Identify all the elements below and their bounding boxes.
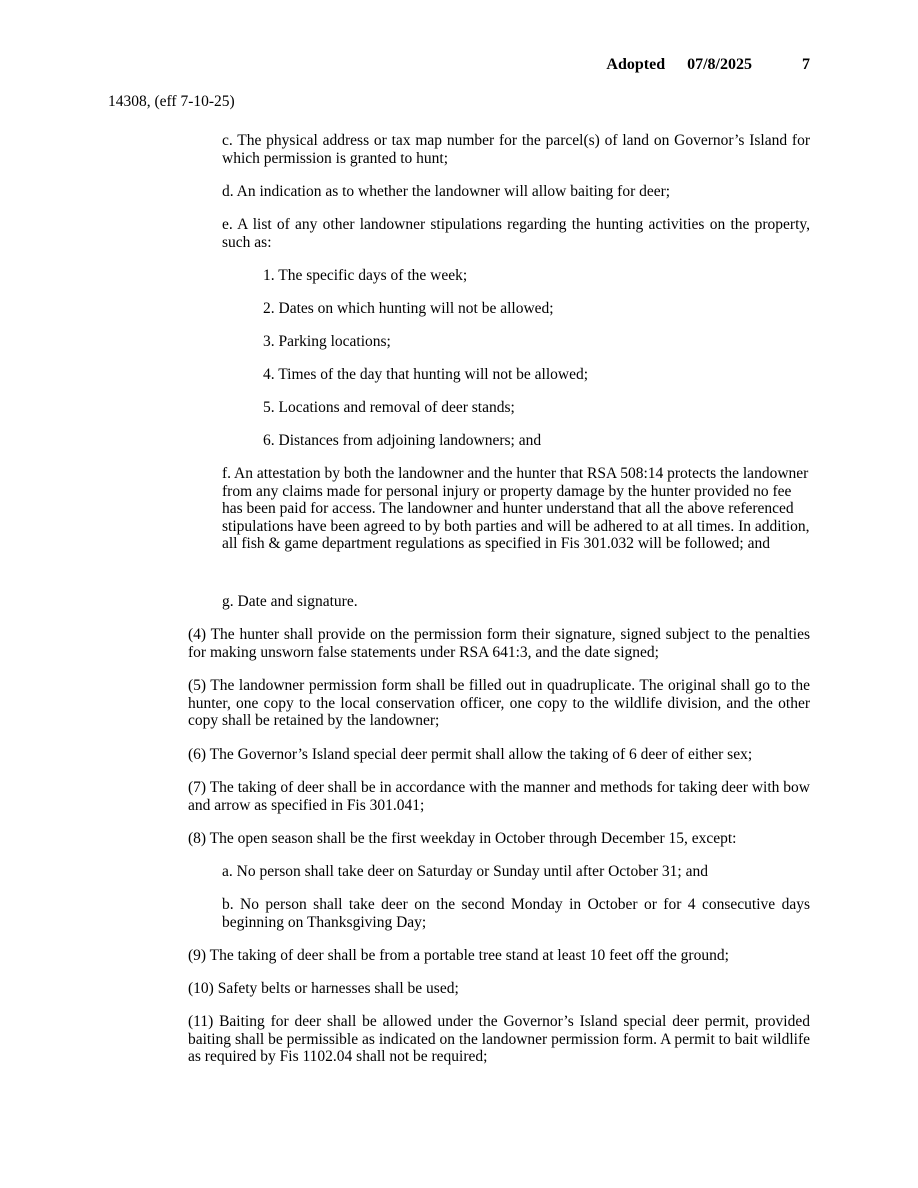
item-d: d. An indication as to whether the landowner will allow baiting for deer; xyxy=(222,183,671,200)
item-e-1: 1. The specific days of the week; xyxy=(263,267,468,284)
para-9: (9) The taking of deer shall be from a portable tree stand at least 10 feet off the ground; xyxy=(188,947,729,964)
item-e-2: 2. Dates on which hunting will not be allowed; xyxy=(263,300,554,317)
para-5: (5) The landowner permission form shall be filled out in quadruplicate. The original shall go to the hunter, one copy to the local conservation officer, one copy to the wildlife division, and the other copy shall be retained by the landowner; xyxy=(188,677,810,729)
para-8: (8) The open season shall be the first weekday in October through December 15, except: xyxy=(188,830,737,847)
para-11: (11) Baiting for deer shall be allowed under the Governor’s Island special deer permit, provided baiting shall be permissible as indicated on the landowner permission form. A permit to bait wildlife as required by Fis 1102.04 shall not be required; xyxy=(188,1013,810,1065)
para-10: (10) Safety belts or harnesses shall be used; xyxy=(188,980,459,997)
item-e-5: 5. Locations and removal of deer stands; xyxy=(263,399,515,416)
item-e-4: 4. Times of the day that hunting will not be allowed; xyxy=(263,366,589,383)
page-number: 7 xyxy=(802,56,810,73)
item-c: c. The physical address or tax map number for the parcel(s) of land on Governor’s Island for which permission is granted to hunt; xyxy=(222,132,810,167)
para-4: (4) The hunter shall provide on the permission form their signature, signed subject to the penalties for making unsworn false statements under RSA 641:3, and the date signed; xyxy=(188,626,810,661)
item-e: e. A list of any other landowner stipulations regarding the hunting activities on the property, such as: xyxy=(222,216,810,251)
para-6: (6) The Governor’s Island special deer permit shall allow the taking of 6 deer of either sex; xyxy=(188,746,753,763)
page-header xyxy=(606,56,810,74)
item-g: g. Date and signature. xyxy=(222,593,358,610)
adoption-status: Adopted xyxy=(606,56,666,73)
item-e-3: 3. Parking locations; xyxy=(263,333,391,350)
para-8-b: b. No person shall take deer on the second Monday in October or for 4 consecutive days beginning on Thanksgiving Day; xyxy=(222,896,810,931)
para-8-a: a. No person shall take deer on Saturday or Sunday until after October 31; and xyxy=(222,863,708,880)
item-f: f. An attestation by both the landowner and the hunter that RSA 508:14 protects the landowner from any claims made for personal injury or property damage by the hunter provided no fee has been paid for access. The landowner and hunter understand that all the above referenced stipulations have been agreed to by both parties and will be adhered to at all times. In addition, all fish & game department regulations as specified in Fis 301.032 will be followed; and xyxy=(222,465,810,552)
para-7: (7) The taking of deer shall be in accordance with the manner and methods for taking deer with bow and arrow as specified in Fis 301.041; xyxy=(188,779,810,814)
document-reference: 14308, (eff 7-10-25) xyxy=(108,93,235,110)
adoption-date: 07/8/2025 xyxy=(687,56,752,73)
item-e-6: 6. Distances from adjoining landowners; and xyxy=(263,432,542,449)
